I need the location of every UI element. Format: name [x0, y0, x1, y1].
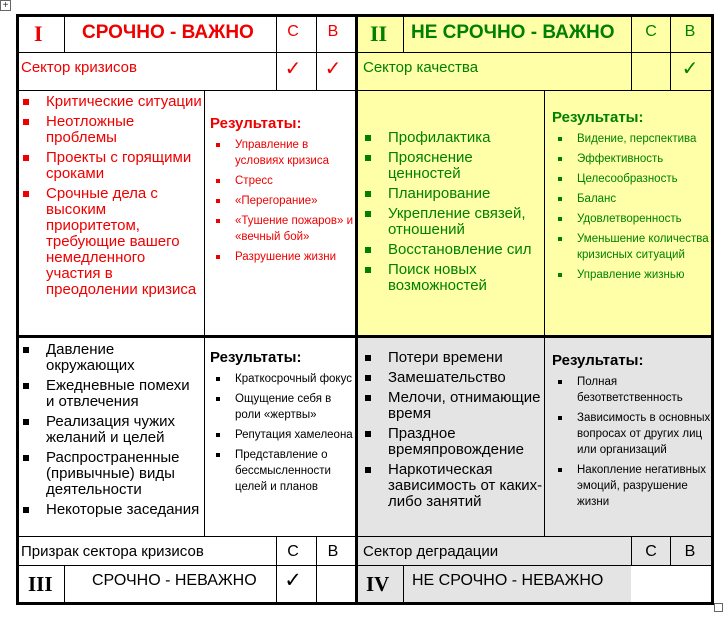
list-item: Поиск новых возможностей	[358, 262, 544, 294]
list-item: Потери времени	[358, 350, 544, 366]
list-item: Стресс	[210, 173, 354, 189]
q2-results-title: Результаты:	[552, 109, 644, 126]
list-item: «Перегорание»	[210, 193, 354, 209]
q3-items	[16, 342, 202, 522]
list-item: Управление жизнью	[552, 267, 712, 283]
q1-results	[210, 137, 354, 269]
q2-col-b: В	[684, 23, 696, 40]
list-item: Видение, перспектива	[552, 131, 712, 147]
list-item: Неотложные проблемы	[16, 114, 202, 146]
q1-col-c: С	[287, 23, 299, 40]
q4-roman: IV	[366, 572, 390, 596]
list-item: Давление окружающих	[16, 342, 202, 374]
list-item: Разрушение жизни	[210, 249, 354, 265]
list-item: Распространенные (привычные) виды деятельности	[16, 450, 202, 498]
q3-results	[210, 371, 354, 499]
list-item: Зависимость в основных вопросах от других лиц или организаций	[552, 410, 712, 458]
list-item: Удовлетворенность	[552, 211, 712, 227]
quadrant-4	[356, 336, 714, 605]
q4-results-title: Результаты:	[552, 352, 644, 369]
list-item: Восстановление сил	[358, 242, 544, 258]
list-item: Проекты с горящими сроками	[16, 150, 202, 182]
q2-check-b-icon: ✓	[681, 58, 699, 80]
q2-items	[358, 130, 544, 298]
list-item: Эффективность	[552, 151, 712, 167]
list-item: Прояснение ценностей	[358, 150, 544, 182]
q3-col-c: С	[287, 543, 299, 560]
list-item: Замешательство	[358, 370, 544, 386]
list-item: Критические ситуации	[16, 94, 202, 110]
q2-title: НЕ СРОЧНО - ВАЖНО	[411, 22, 615, 43]
priority-matrix	[16, 14, 714, 605]
quadrant-1	[16, 14, 356, 336]
q4-title: НЕ СРОЧНО - НЕВАЖНО	[412, 572, 604, 589]
q2-sector: Сектор качества	[363, 59, 479, 76]
list-item: Репутация хамелеона	[210, 427, 354, 443]
q4-sector: Сектор деградации	[363, 543, 499, 560]
q1-col-b: В	[327, 23, 339, 40]
q3-results-title: Результаты:	[210, 349, 302, 366]
q1-sector: Сектор кризисов	[21, 59, 137, 76]
q4-results	[552, 374, 712, 514]
quadrant-3	[16, 336, 356, 605]
list-item: Реализация чужих желаний и целей	[16, 414, 202, 446]
q3-roman: III	[28, 572, 53, 596]
q1-items	[16, 94, 202, 302]
list-item: Ощущение себя в роли «жертвы»	[210, 391, 354, 423]
q1-roman: I	[34, 21, 43, 46]
list-item: Накопление негативных эмоций, разрушение жизни	[552, 462, 712, 510]
list-item: Представление о бессмысленности целей и планов	[210, 447, 354, 495]
table-resize-handle[interactable]	[714, 603, 723, 612]
list-item: Краткосрочный фокус	[210, 371, 354, 387]
list-item: Управление в условиях кризиса	[210, 137, 354, 169]
list-item: Баланс	[552, 191, 712, 207]
list-item: Полная безответственность	[552, 374, 712, 406]
list-item: Профилактика	[358, 130, 544, 146]
q3-col-b: В	[327, 543, 339, 560]
list-item: Срочные дела с высоким приоритетом, требующие вашего немедленного участия в преодолении кризиса	[16, 186, 202, 298]
q2-results	[552, 131, 712, 287]
q1-check-b-icon: ✓	[324, 58, 342, 80]
q2-roman: II	[370, 21, 388, 46]
quadrant-2	[356, 14, 714, 336]
list-item: Ежедневные помехи и отвлечения	[16, 378, 202, 410]
q4-items	[358, 350, 544, 514]
list-item: «Тушение пожаров» и «вечный бой»	[210, 213, 354, 245]
table-move-handle[interactable]: +	[0, 0, 11, 11]
q1-title: СРОЧНО - ВАЖНО	[82, 22, 254, 43]
list-item: Целесообразность	[552, 171, 712, 187]
list-item: Планирование	[358, 186, 544, 202]
q3-title: СРОЧНО - НЕВАЖНО	[92, 572, 257, 589]
q4-col-c: С	[645, 543, 657, 560]
list-item: Укрепление связей, отношений	[358, 206, 544, 238]
q4-col-b: В	[684, 543, 696, 560]
list-item: Наркотическая зависимость от каких-либо занятий	[358, 462, 544, 510]
q1-results-title: Результаты:	[210, 115, 302, 132]
list-item: Праздное времяпровождение	[358, 426, 544, 458]
q3-sector: Призрак сектора кризисов	[21, 543, 204, 560]
q2-col-c: С	[645, 23, 657, 40]
list-item: Некоторые заседания	[16, 502, 202, 518]
q1-check-c-icon: ✓	[284, 58, 302, 80]
list-item: Мелочи, отнимающие время	[358, 390, 544, 422]
list-item: Уменьшение количества кризисных ситуаций	[552, 231, 712, 263]
q3-check-c-icon: ✓	[284, 569, 302, 592]
